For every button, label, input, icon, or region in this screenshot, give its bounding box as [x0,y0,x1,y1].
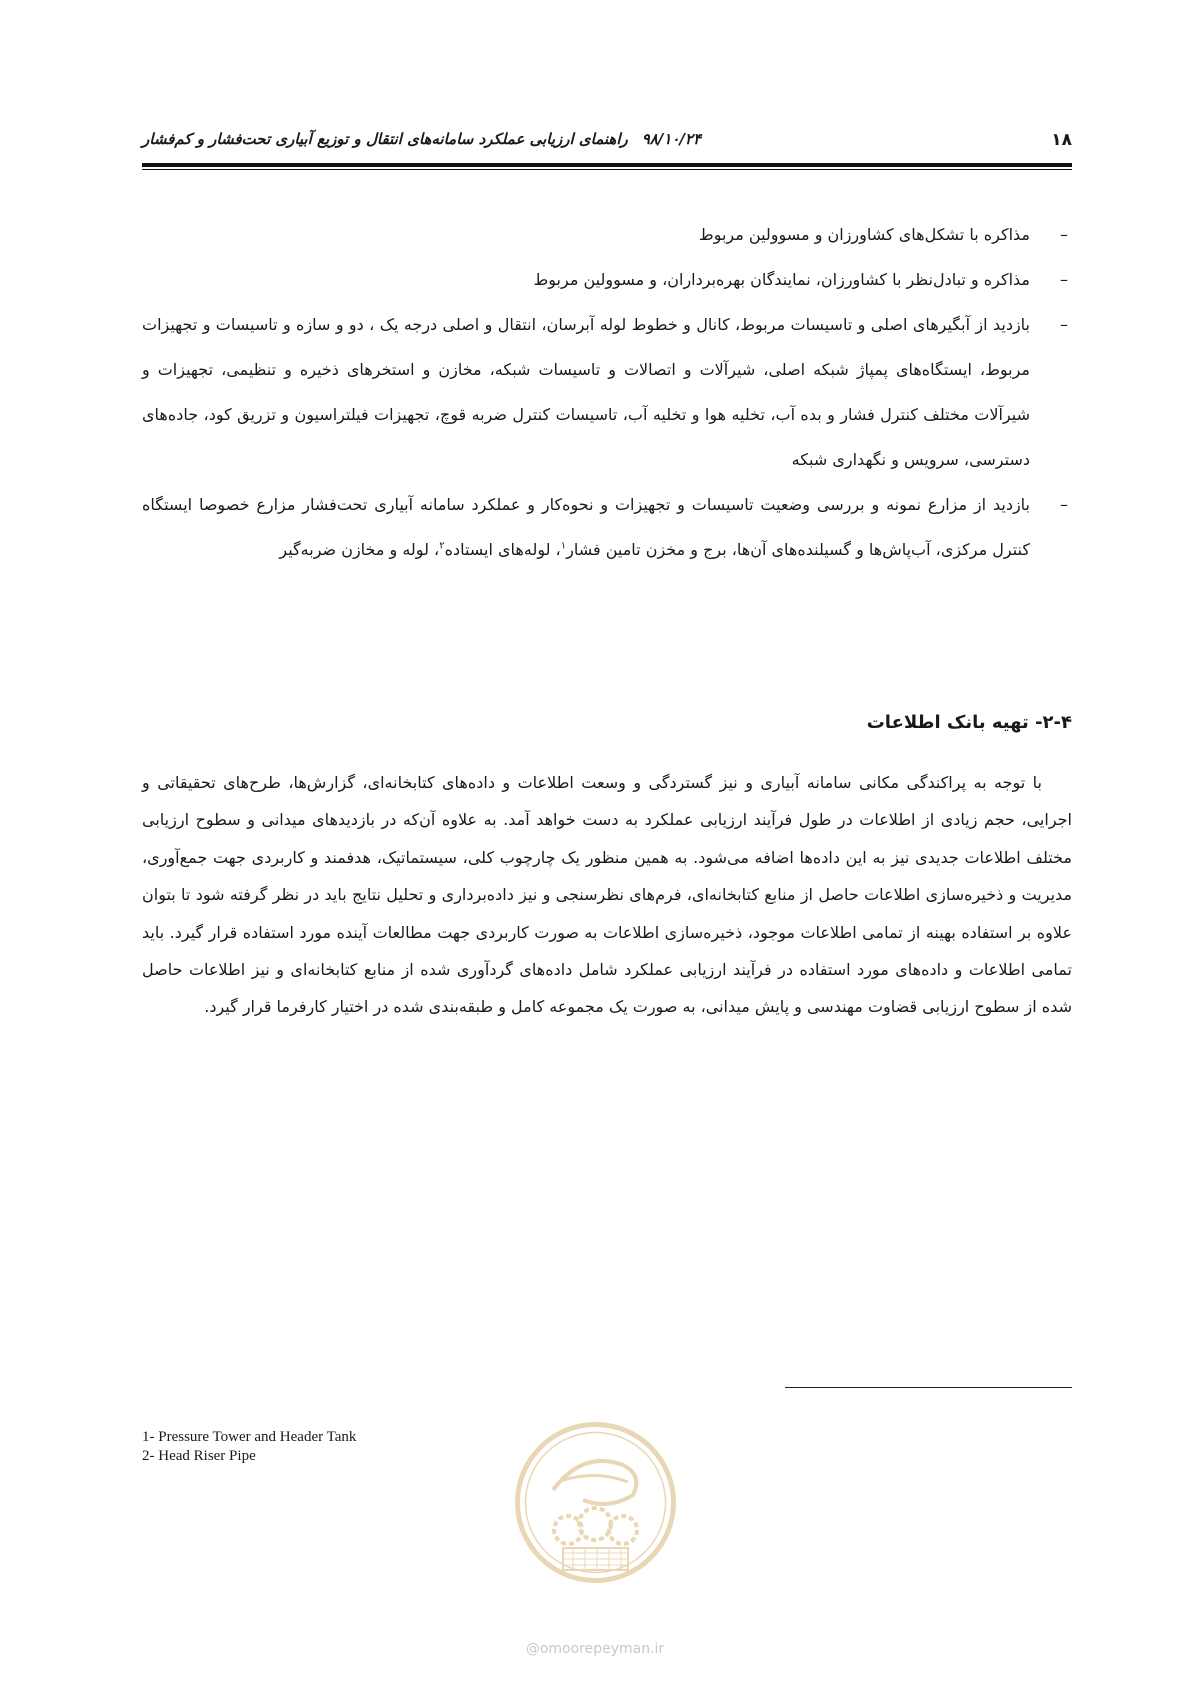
running-title [142,130,701,148]
page-header [142,130,1072,150]
dash-icon: – [1060,270,1068,289]
list-item-text: مذاکره و تبادل‌نظر با کشاورزان، نمایندگان بهره‌برداران، و مسوولین مربوط [533,270,1030,289]
list-item-text: ، لوله‌های ایستاده [444,540,561,559]
header-title: راهنمای ارزیابی عملکرد سامانه‌های انتقال و توزیع آبیاری تحت‌فشار و کم‌فشار [142,130,628,148]
dash-icon: – [1060,495,1068,514]
footnote-rule [785,1387,1072,1388]
list-item [142,212,1072,257]
page-number: ۱۸ [1051,130,1072,150]
footnote-item: 2- Head Riser Pipe [142,1448,256,1464]
list-item-text: مذاکره با تشکل‌های کشاورزان و مسوولین مربوط [698,225,1030,244]
list-item-text: بازدید از آبگیرهای اصلی و تاسیسات مربوط، کانال و خطوط لوله آبرسان، انتقال و اصلی درجه یک ، دو و سازه و تاسیسات و تجهیزات مربوط، ایستگاه‌های پمپاژ شبکه اصلی، شیرآلات و اتصالات و تاسیسات شبکه، مخازن و استخرهای ذخیره و تنظیمی، تجهیزات و شیرآلات مختلف کنترل فشار و بده آب، تخلیه هوا و تخلیه آب، تاسیسات کنترل ضربه قوچ، تجهیزات فیلتراسیون و تزریق کود، جاده‌های دسترسی، سرویس و نگهداری شبکه [142,315,1030,469]
footnote-ref[interactable]: ۱ [560,540,567,552]
footnote-item: 1- Pressure Tower and Header Tank [142,1429,357,1445]
watermark-site: @omoorepeyman.ir [525,1641,665,1657]
header-date: ۹۸/۱۰/۲۴ [641,130,702,148]
header-rule-thin [142,169,1072,170]
list-item [142,257,1072,302]
list-item [142,482,1072,572]
header-rule-thick [142,163,1072,167]
section-heading: ۲-۴- تهیه بانک اطلاعات [866,712,1072,733]
list-item [142,302,1072,482]
footnote-ref[interactable]: ۲ [439,540,445,552]
list-item-text: ، لوله و مخازن ضربه‌گیر [279,540,440,559]
body-paragraph: با توجه به پراکندگی مکانی سامانه آبیاری و نیز گستردگی و وسعت اطلاعات و داده‌های کتابخانه‌ای، گزارش‌ها، طرح‌های تحقیقاتی و اجرایی، حجم زیادی از اطلاعات در طول فرآیند ارزیابی عملکرد به دست خواهد آمد. به علاوه آن‌که در بازدیدهای میدانی و سطوح ارزیابی مختلف اطلاعات جدیدی نیز به این داده‌ها اضافه می‌شود. به همین منظور یک چارچوب کلی، سیستماتیک، هدفمند و کاربردی جهت جمع‌آوری، مدیریت و ذخیره‌سازی اطلاعات حاصل از منابع کتابخانه‌ای، فرم‌های نظرسنجی و نیز داده‌برداری و تحلیل نتایج باید در نظر گرفته شود تا بتوان علاوه بر استفاده بهینه از تمامی اطلاعات موجود، ذخیره‌سازی اطلاعات به صورت کاربردی جهت مطالعات آینده مورد استفاده قرار گیرد. باید تمامی اطلاعات و داده‌های مورد استفاده در فرآیند ارزیابی عملکرد شامل داده‌های گردآوری شده از منابع کتابخانه‌ای و نیز اطلاعات حاصل شده از سطوح ارزیابی قضاوت مهندسی و پایش میدانی، به صورت یک مجموعه کامل و طبقه‌بندی شده در اختیار کارفرما قرار گیرد. [142,773,1072,1017]
watermark-logo-icon [513,1420,678,1585]
bullet-list [142,212,1072,572]
dash-icon: – [1060,225,1068,244]
list-item-text: بازدید از مزارع نمونه و بررسی وضعیت تاسیسات و تجهیزات و نحوه‌کار و عملکرد سامانه آبیاری تحت‌فشار مزارع خصوصا ایستگاه کنترل مرکزی، آب‌پاش‌ها و گسیلنده‌های آن‌ها، برج و مخزن تامین فشار [142,495,1030,559]
dash-icon: – [1060,315,1068,334]
